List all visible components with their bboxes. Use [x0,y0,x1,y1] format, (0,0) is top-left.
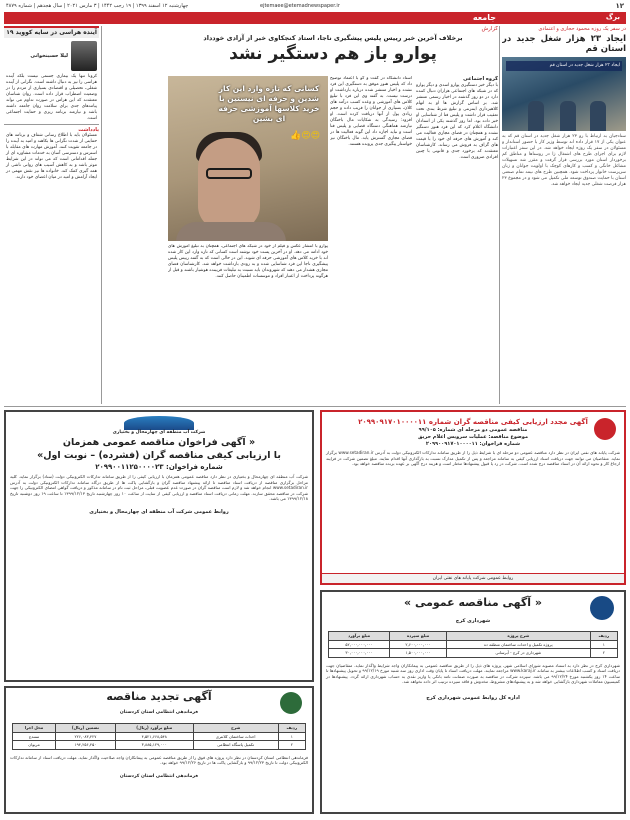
story-column-a [416,76,498,404]
water-logo-icon [124,416,194,430]
right-kicker: در سفر یک روزه محمود حجازی و اعتمادی [538,26,626,32]
note-body: مسئولان باید با اطلاع رسانی شفاف و برنامه های حمایتی از شدت نگرانی ها بکاهند و امید به آینده را در جامعه تقویت کنند. آموزش مهارت های مقابله با استرس و دسترسی آسان به خدمات مشاوره ای از جمله اقداماتی است که می تواند در این شرایط موثر باشد و به کاهش آسیب های روانی ناشی از همه گیری کمک کند. خانواده ها نیز نقش مهمی در ایجاد آرامش و امید در میان اعضای خود دارند. [6,133,97,180]
table-cell: ۱ [590,640,617,649]
emoji-icons: 😍😍👍 [290,131,320,141]
tender-ad-municipality [320,590,626,814]
ad3-footer: اداره کل روابط عمومی شهرداری کرج [426,694,520,701]
table-cell: ۱۹۴,۲۵۶,۴۵۰ [55,741,115,750]
table-header: مبلغ سپرده [390,632,447,641]
ad2-body: شرکت پایانه های نفتی ایران در نظر دارد مناقصه عمومی دو مرحله ای با شرایط ذیل را از طریق سامانه تدارکات الکترونیکی دولت به آدرس www.setadiran.ir برگزار نماید. متقاضیان می توانند جهت دریافت اسناد ارزیابی کیفی به سامانه مراجعه و پس از تکمیل مدارک نسبت به بارگذاری آنها اقدام نمایند. مبلغ تضمین شرکت در فرایند ارجاع کار و نحوه ارائه آن در اسناد مناقصه درج شده است. شرکت در رد یا قبول پیشنهادها مختار است و هزینه درج آگهی بر عهده برنده مناقصه خواهد بود. [326,450,620,466]
ad-title-1: « آگهی فراخوان مناقصه عمومی همزمان [62,437,256,448]
table-cell: ۱,۵۰۰,۰۰۰,۰۰۰ [390,649,447,658]
table-cell: ۳,۸۸۵,۱۲۹,۰۰۰ [116,741,194,750]
right-column [502,26,626,404]
table-cell: ۲,۶۰۰,۰۰۰,۰۰۰ [390,640,447,649]
table-cell: شهرداری در کرج - آبرسانی [446,649,590,658]
person-figure [590,101,606,131]
author-avatar [71,41,97,71]
story-column-b [330,76,412,404]
ad3-org: شهرداری کرج [455,618,491,624]
author-name: لیلا حسینخوانی [30,53,68,59]
main-headline: پوارو باز هم دستگیر نشد [229,44,437,64]
ad4-table [12,723,306,750]
ad-code: شماره فراخوان: ۲۰۹۹۰۰۱۱۲۵۰۰۰۰۲۳ [95,463,223,471]
tender-ad-oil [320,410,626,585]
ad2-sub3: شماره فراخوان: ۲۰۹۹۰۰۹۱۷۰۱۰۰۰۰۱۱ [425,441,521,447]
ad2-footer: روابط عمومی شرکت پایانه های نفتی ایران [322,573,624,584]
ad-footer: روابط عمومی شرکت آب منطقه ای چهارمحال و بختیاری [89,508,229,515]
photo-shirt [176,222,286,241]
tender-ad-water [4,410,314,682]
story-text-c: پوارو با انتشار عکس و فیلم از خود در شبکه های اجتماعی، همچنان به تبلیغ آموزش های خود ادامه می دهد. او در آخرین پست خود نوشته است کسانی که تازه وارد این کار شده اند با خرید کلاس های آموزشی حرفه ای شوند. این در حالی است که به گفته رییس پلیس پیشگیری ناجا این فرد شناسایی شده و به زودی بازداشت خواهد شد. کارشناسان فضای مجازی هشدار می دهند که شهروندان باید نسبت به تبلیغات فریبنده هوشیار باشند و قبل از هرگونه پرداخت از اعتبار افراد و موسسات اطمینان حاصل کنند. [168,244,328,279]
opinion-body: کرونا تنها یک بیماری جسمی نیست بلکه آینده هراسی را نیز به دنبال داشته است. نگرانی از آینده شغلی، تحصیلی و اقتصادی بسیاری از مردم را در وضعیت اضطراب قرار داده است. روان شناسان معتقدند که این هراس در صورت تداوم می تواند پیامدهای جدی برای سلامت روان جامعه داشته باشد و نیازمند برنامه ریزی و حمایت اجتماعی است. [6,74,97,121]
table-header: شرح [193,724,278,733]
tender-ad-police [4,686,314,814]
photo-banner: ایجاد ۲۳ هزار شغل جدید در استان قم [506,61,622,71]
table-header: ردیف [590,632,617,641]
table-row [329,649,618,658]
story-text-b: استاد دانشگاه در گفت و گو با اعتماد توضیح داد که پلیس هنوز موفق به دستگیری این فرد نشده و اخبار منتشر شده درباره بازداشت او درست نیست. به گفته وی این فرد با تبلیغ کلاس های آموزشی و وعده کسب درآمد های کلان، بسیاری از جوانان را فریب داده و حجم زیادی پول از آنها دریافت کرده است. او افزود: رسیدگی به شکایات مال باختگان نیازمند هماهنگی دستگاه قضایی و پلیس فتا است و نباید اجازه داد این گونه فعالیت ها در فضای مجازی گسترش یابد. مال باختگان نیز خواستار پیگیری جدی پرونده هستند. [330,76,412,147]
section-name: جامعه [4,12,502,24]
column-divider [101,26,102,404]
ad-body: شرکت آب منطقه ای چهارمحال و بختیاری در نظر دارد مناقصه عمومی همزمان با ارزیابی کیفی را از طریق سامانه تدارکات الکترونیکی دولت (ستاد) برگزار نماید. کلیه مراحل برگزاری مناقصه از دریافت اسناد مناقصه تا ارائه پیشنهاد مناقصه گران و بازگشایی پاکت ها از طریق درگاه سامانه تدارکات الکترونیکی دولت به آدرس www.setadiran.ir انجام خواهد شد و لازم است مناقصه گران در صورت عدم عضویت قبلی، مراحل ثبت نام در سامانه مذکور و دریافت گواهی امضای الکترونیکی را جهت شرکت در مناقصه محقق سازند. مهلت زمانی دریافت اسناد مناقصه و ارزیابی کیفی از سایت از ساعت ۱۰ روز چهارشنبه تاریخ ۱۳۹۹/۱۲/۱۳ تا ساعت ۱۹ روز دوشنبه تاریخ ۱۳۹۹/۱۲/۱۸ می باشد. [10,474,308,501]
table-cell: ۲ [590,649,617,658]
main-kicker: گزارش [481,26,498,32]
police-logo-icon [280,692,302,714]
ad4-org: فرماندهی انتظامی استان کردستان [119,710,199,715]
author-box [4,38,99,74]
horizontal-divider [4,406,626,407]
ad2-sub2: موضوع مناقصه: عملیات سرویس اعلام حریق [417,434,529,440]
photo-face [198,138,260,230]
ad2-sub1: مناقصه عمومی دو مرحله ای شماره: ۹۹/۱۰۵ [418,427,528,433]
column-divider [499,26,500,404]
table-cell: ۲۲۶,۰۸۳,۴۲۷ [55,732,115,741]
ad4-body: فرماندهی انتظامی استان کردستان در نظر دارد پروژه های فوق را از طریق مناقصه عمومی به پیمانکاران واجد صلاحیت واگذار نماید. مهلت دریافت اسناد از سامانه تدارکات الکترونیکی دولت تا تاریخ ۹۹/۱۲/۲۳ و بازگشایی پاکت ها در تاریخ ۹۹/۱۲/۲۶ خواهد بود. [10,754,308,765]
main-subhead: برخلاف آخرین خبر رییس پلیس پیشگیری ناجا، استاد کنجکاوی خبر از آزادی خودداد [203,34,463,42]
byline: گروه اجتماعی [463,76,498,82]
table-row [13,732,306,741]
oil-logo-icon [594,418,616,440]
table-cell: احداث ساختمان کلانتری [193,732,278,741]
page-header [0,0,630,11]
right-title: ایجاد ۲۳ هزار شغل جدید در استان قم [502,34,626,54]
table-cell: تکمیل پاسگاه انتظامی [193,741,278,750]
story-photo [168,76,328,241]
photo-glasses [206,168,252,179]
table-cell: پروژه تکمیل و احداث ساختمان منطقه ده [446,640,590,649]
ad-title-2: با ارزیابی کیفی مناقصه گران (فشرده) – نوبت اول» [37,450,281,461]
table-cell: ۳۰,۰۰۰,۰۰۰,۰۰۰ [329,649,390,658]
person-figure [560,101,576,131]
note-label: یادداشت [4,124,99,133]
table-header: محل اجرا [13,724,56,733]
right-photo [502,57,626,131]
story-text-a: با دیگر خبر دستگیری پوارو اسدی و دیگر پوارو که در شبکه های اجتماعی هزاران دنبال کننده دارد در دو روز گذشته در اخبار رسمی منتشر شد. بر اساس گزارش ها او به اتهام کلاهبرداری اینترنتی و تبلیغ شرط بندی تحت تعقیب قرار داشت و پلیس فتا از شناسایی او خبر داده بود. اما روز گذشته یکی از استادان دانشگاه اعلام کرد که این فرد هنوز دستگیر نشده و همچنان در فضای مجازی فعالیت می کند و آموزش های حرفه ای خود را با قیمت های گزاف به فروش می رساند. کارشناسان معتقدند که برخورد جدی و قانونی با چنین افرادی ضروری است. [416,83,498,160]
ad2-title: آگهی مجدد ارزیابی کیفی مناقصه گران شماره ۲۰۹۹۰۹۱۷۰۱۰۰۰۰۱۱ [358,418,588,426]
person-figure [528,101,544,131]
opinion-title: آینده هراسی در سایه کووید ۱۹ [4,26,99,38]
table-row [329,640,618,649]
corner-label: برگ [502,12,626,24]
ad4-title: آگهی تجدید مناقصه [106,690,212,703]
table-row [13,741,306,750]
table-header: تضمین (ریال) [55,724,115,733]
photo-caption: کسانی که تازه وارد این کار شدین و حرفه ای نیستین با خرید کلاسها آموزشی حرفه ای بشین [218,84,320,123]
table-cell: ۱ [278,732,305,741]
story-column-c [168,244,328,404]
main-story [168,26,498,404]
section-header [4,12,626,24]
ad3-table [328,631,618,658]
table-header: ردیف [278,724,305,733]
ad3-body: شهرداری کرج در نظر دارد به استناد مصوبه شورای اسلامی شهر، پروژه های ذیل را از طریق مناقصه عمومی به پیمانکاران واجد شرایط واگذار نماید. متقاضیان جهت دریافت اسناد و کسب اطلاعات بیشتر به سامانه www.karaj.ir مراجعه نمایند. مهلت دریافت اسناد تا پایان وقت اداری روز سه شنبه مورخ ۹۹/۱۲/۱۹ و تحویل پیشنهادها تا ساعت ۱۴ روز یکشنبه مورخ ۹۹/۱۲/۲۴ می باشد. سپرده شرکت در مناقصه به صورت ضمانت نامه بانکی یا واریز نقدی به حساب شهرداری ارائه گردد. پیشنهادها در کمیسیون معاملات شهرداری بازگشایی خواهد شد و به پیشنهادهای مشروط، مخدوش و فاقد سپرده ترتیب اثر داده نخواهد شد. [326,662,621,684]
ad-org: شرکت آب منطقه ای چهارمحال و بختیاری [112,430,206,435]
table-header: شرح پروژه [446,632,590,641]
right-body: ستادجیان به ارتباط با رو ۲۳ هزار شغل جدید در استان قم که به عنوان یکی از ۱۷ قرار داده اند توسط وزیر کار با حضور استاندار و مسئولان در سفر یک روزه ایجاد خواهد شد. در این سفر اعتبارات لازم برای اجرای طرح های اشتغال زا در روستاها و مناطق کم برخوردار استان مورد بررسی قرار گرفت و مقرر شد تسهیلات مشاغل خانگی و کسب و کارهای کوچک با اولویت جوانان و زنان سرپرست خانوار پرداخت شود. همچنین طرح های نیمه تمام صنعتی استان با حمایت صندوق توسعه ملی تکمیل می شود و در مجموع ۲۳ هزار فرصت شغلی جدید ایجاد خواهد شد. [502,134,626,187]
table-cell: ۵۲,۰۰۰,۰۰۰,۰۰۰ [329,640,390,649]
table-cell: ۲ [278,741,305,750]
municipality-logo-icon [590,596,614,620]
table-cell: مریوان [13,741,56,750]
table-header: مبلغ برآورد (ریال) [116,724,194,733]
ad4-footer: فرماندهی انتظامی استان کردستان [119,773,199,779]
table-cell: سنندج [13,732,56,741]
date-line: چهارشنبه ۱۲ اسفند ۱۳۹۹ | ۱۹ رجب ۱۴۴۲ | ۳ مارس ۲۰۲۱ | سال هجدهم | شماره ۴۸۷۹ [6,2,189,9]
left-column [4,26,99,404]
page-number: ۱۲ [615,1,624,10]
table-cell: ۴,۵۲۱,۶۶۸,۵۴۸ [116,732,194,741]
email: ejtemaee@etemadnewspaper.ir [260,2,340,9]
ad3-title: « آگهی مناقصه عمومی » [404,596,542,609]
table-header: مبلغ برآورد [329,632,390,641]
